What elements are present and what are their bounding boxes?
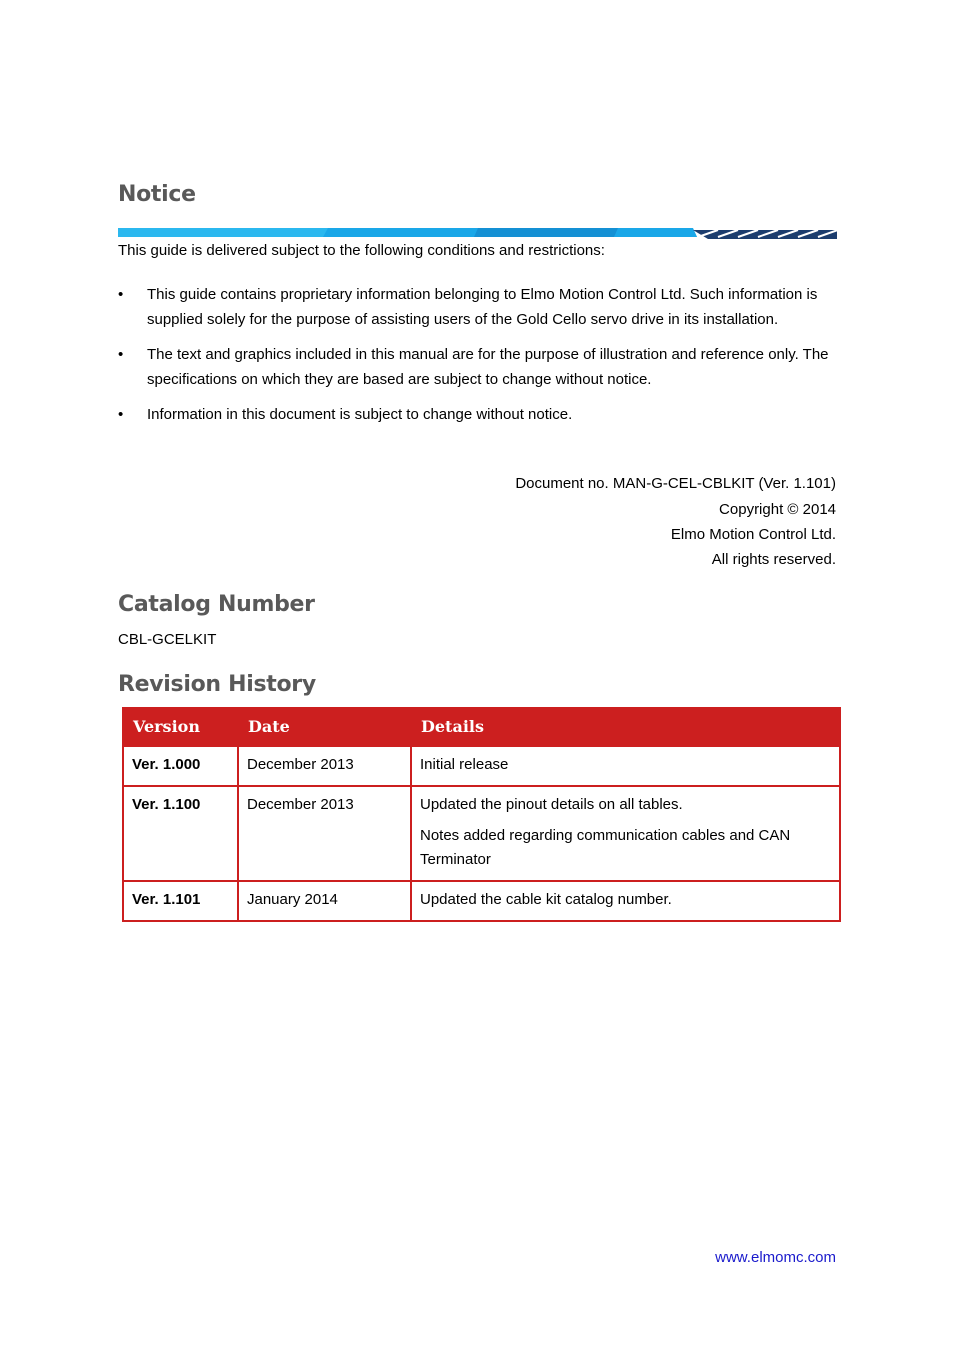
notice-bullet: [118, 402, 838, 427]
column-header-version: Version: [123, 708, 238, 746]
detail-line: Initial release: [420, 756, 509, 773]
bullet-icon: •: [118, 406, 124, 423]
revision-heading: Revision History: [118, 672, 316, 697]
catalog-number: CBL-GCELKIT: [118, 631, 217, 648]
catalog-heading: Catalog Number: [118, 592, 315, 617]
date-cell: January 2014: [238, 881, 411, 921]
notice-heading: Notice: [118, 182, 196, 207]
rights-reserved: All rights reserved.: [711, 551, 836, 568]
column-header-date: Date: [238, 708, 411, 746]
notice-bullet: [118, 282, 838, 332]
bullet-icon: •: [118, 346, 124, 363]
version-cell: Ver. 1.101: [123, 881, 238, 921]
bullet-icon: •: [118, 286, 124, 303]
company-name: Elmo Motion Control Ltd.: [670, 526, 836, 543]
bullet-text: Information in this document is subject to change without notice.: [147, 406, 573, 423]
bullet-text: The text and graphics included in this manual are for the purpose of illustration and reference only. The specifications on which they are based are subject to change without notice.: [147, 346, 829, 388]
details-cell: [411, 746, 840, 786]
date-cell: December 2013: [238, 786, 411, 881]
column-header-details: Details: [411, 708, 840, 746]
version-cell: Ver. 1.000: [123, 746, 238, 786]
details-cell: [411, 881, 840, 921]
table-row: [123, 881, 840, 921]
details-cell: [411, 786, 840, 881]
notice-intro: This guide is delivered subject to the following conditions and restrictions:: [118, 242, 605, 259]
notice-bullet: [118, 342, 838, 392]
date-cell: December 2013: [238, 746, 411, 786]
bullet-text: This guide contains proprietary information belonging to Elmo Motion Control Ltd. Such information is supplied solely for the purpose of assisting users of the Gold Cello servo drive in its installation.: [147, 286, 818, 328]
detail-line: Notes added regarding communication cables and CAN Terminator: [420, 827, 791, 868]
document-number: Document no. MAN-G-CEL-CBLKIT (Ver. 1.101): [515, 475, 836, 492]
detail-line: Updated the pinout details on all tables.: [420, 796, 683, 813]
version-cell: Ver. 1.100: [123, 786, 238, 881]
copyright-line: Copyright © 2014: [719, 501, 836, 518]
detail-line: Updated the cable kit catalog number.: [420, 891, 672, 908]
table-row: [123, 746, 840, 786]
notice-bullet-list: [118, 282, 838, 437]
table-row: [123, 786, 840, 881]
revision-history-table: [122, 707, 841, 922]
table-header-row: [123, 708, 840, 746]
website-link[interactable]: www.elmomc.com: [715, 1249, 836, 1266]
